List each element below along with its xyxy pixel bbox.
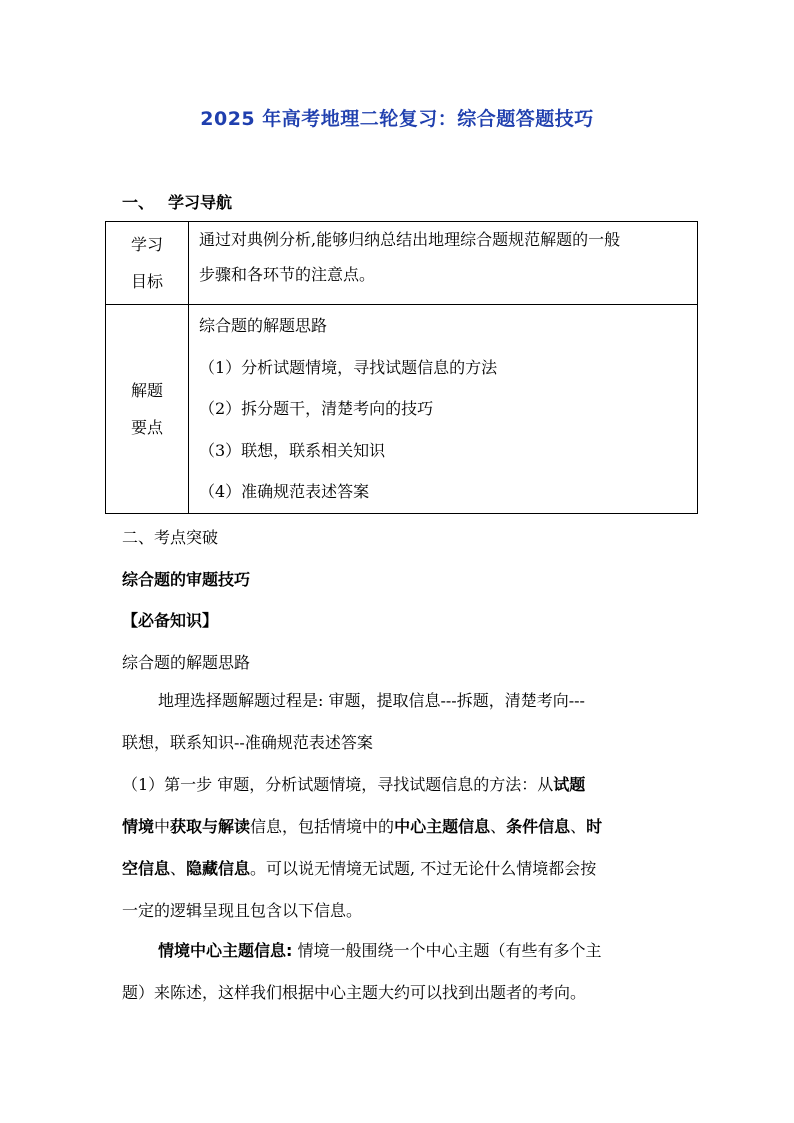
- study-guide-table: [105, 221, 698, 514]
- table-row: [106, 305, 698, 514]
- intro-label: 综合题的解题思路: [122, 653, 251, 672]
- section-number: 一、: [122, 193, 155, 212]
- paragraph-central-theme: 情境中心主题信息: 情境一般围绕一个中心主题（有些有多个主 题）来陈述，这样我们根据中心主题大约可以找到出题者的考向。: [122, 941, 602, 1002]
- row-label-key-points: 解题 要点: [106, 305, 189, 514]
- list-item: （2）拆分题干，清楚考向的技巧: [199, 399, 434, 418]
- row-label-objective: 学习 目标: [106, 222, 189, 305]
- list-item: （1）分析试题情境，寻找试题信息的方法: [199, 357, 498, 377]
- subheading: 综合题的审题技巧: [122, 570, 251, 589]
- table-row: [106, 222, 698, 305]
- section-heading-1: [122, 190, 232, 213]
- list-item: 综合题的解题思路: [199, 316, 328, 335]
- paragraph-process: 地理选择题解题过程是: 审题，提取信息---拆题，清楚考向--- 联想，联系知识--准确规范表述答案: [122, 691, 585, 752]
- section-heading-2: 二、考点突破: [122, 528, 219, 547]
- list-item: （3）联想，联系相关知识: [199, 440, 386, 460]
- row-content-key-points: [189, 305, 698, 514]
- paragraph-step-one: （1）第一步 审题，分析试题情境，寻找试题信息的方法：从试题 情境中获取与解读信息，包括情境中的中心主题信息、条件信息、时 空信息、隐藏信息。可以说无情境无试题, 不过无论什么情境都会按 一定的逻辑呈现且包含以下信息。: [122, 775, 603, 920]
- section-title: 学习导航: [168, 193, 233, 212]
- row-content-objective: 通过对典例分析,能够归纳总结出地理综合题规范解题的一般 步骤和各环节的注意点。: [189, 222, 698, 305]
- document-title: 2025 年高考地理二轮复习：综合题答题技巧: [200, 108, 594, 130]
- list-item: （4）准确规范表述答案: [199, 482, 370, 501]
- bracket-heading: 【必备知识】: [122, 611, 219, 630]
